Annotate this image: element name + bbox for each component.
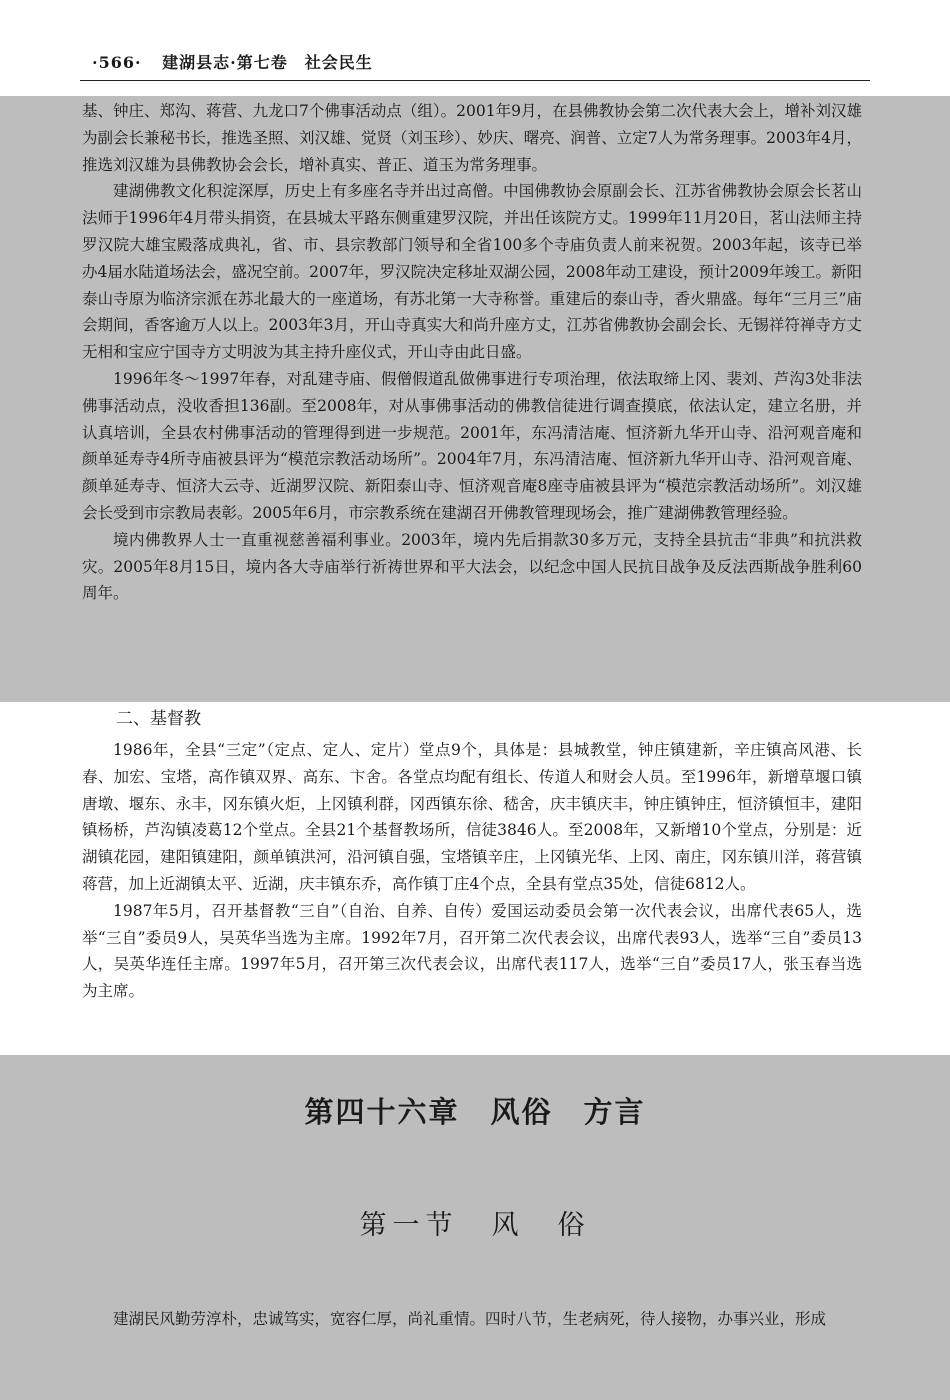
paragraph: 基、钟庄、郑沟、蒋营、九龙口7个佛事活动点（组）。2001年9月，在县佛教协会第二次代表大会上，增补刘汉雄为副会长兼秘书长，推选圣照、刘汉雄、觉贤（刘玉珍）、妙庆、曙亮、润普、立定7人为常务理事。2003年4月，推选刘汉雄为县佛教协会会长，增补真实、普正、道玉为常务理事。 (82, 102, 862, 174)
paragraph-start: 建湖民风勤劳淳朴，忠诚笃实，宽容仁厚，尚礼重情。四时八节，生老病死，待人接物，办事兴业，形成 (113, 1310, 827, 1328)
section-title: 第一节 风 俗 (359, 1210, 591, 1241)
paragraph: 1996年冬～1997年春，对乱建寺庙、假僧假道乱做佛事进行专项治理，依法取缔上冈、裴刘、芦沟3处非法佛事活动点，没收香担136副。至2008年，对从事佛事活动的佛教信徒进行调查摸底，依法认定，建立名册，并认真培训，全县农村佛事活动的管理得到进一步规范。2001年，东冯清洁庵、恒济新九华开山寺、沿河观音庵和颜单延寿寺4所寺庙被县评为“模范宗教活动场所”。2004年7月，东冯清洁庵、恒济新九华开山寺、沿河观音庵、颜单延寿寺、恒济大云寺、近湖罗汉院、新阳泰山寺、恒济观音庵8座寺庙被县评为“模范宗教活动场所”。刘汉雄会长受到市宗教局表彰。2005年6月，市宗教系统在建湖召开佛教管理现场会，推广建湖佛教管理经验。 (82, 369, 862, 522)
section-heading-christianity: 二、基督教 (116, 709, 201, 729)
page-number: ·566· (92, 53, 142, 72)
chapter-title: 第四十六章 风俗 方言 (304, 1095, 646, 1129)
header-rule (80, 80, 870, 81)
running-header (92, 50, 872, 80)
running-title: 建湖县志·第七卷 社会民生 (162, 53, 373, 72)
paragraph: 境内佛教界人士一直重视慈善福利事业。2003年，境内先后捐款30多万元，支持全县抗击“非典”和抗洪救灾。2005年8月15日，境内各大寺庙举行祈祷世界和平大法会，以纪念中国人民抗日战争及反法西斯战争胜利60周年。 (82, 530, 862, 603)
buddhism-text (82, 98, 862, 607)
paragraph: 建湖佛教文化积淀深厚，历史上有多座名寺并出过高僧。中国佛教协会原副会长、江苏省佛教协会原会长茗山法师于1996年4月带头捐资，在县城太平路东侧重建罗汉院，并出任该院方丈。1999年11月20日，茗山法师主持罗汉院大雄宝殿落成典礼，省、市、县宗教部门领导和全省100多个寺庙负责人前来祝贺。2003年起，该寺已举办4届水陆道场法会，盛况空前。2007年，罗汉院决定移址双湖公园，2008年动工建设，预计2009年竣工。新阳泰山寺原为临济宗派在苏北最大的一座道场，有苏北第一大寺称誉。重建后的泰山寺，香火鼎盛。每年“三月三”庙会期间，香客逾万人以上。2003年3月，开山寺真实大和尚升座方丈，江苏省佛教协会副会长、无锡祥符禅寺方丈无相和宝应宁国寺方丈明波为其主持升座仪式，开山寺由此日盛。 (82, 182, 862, 362)
christianity-text (82, 737, 862, 1005)
paragraph: 1986年，全县“三定”（定点、定人、定片）堂点9个，具体是：县城教堂，钟庄镇建新，辛庄镇高风港、长春、加宏、宝塔，高作镇双界、高东、卞舍。各堂点均配有组长、传道人和财会人员。至1996年，新增草堰口镇唐墩、堰东、永丰，冈东镇火炬，上冈镇利群，冈西镇东徐、嵇舍，庆丰镇庆丰，钟庄镇钟庄，恒济镇恒丰，建阳镇杨桥，芦沟镇凌葛12个堂点。全县21个基督教场所，信徒3846人。至2008年，又新增10个堂点，分别是：近湖镇花园，建阳镇建阳，颜单镇洪河，沿河镇自强，宝塔镇辛庄，上冈镇光华、上冈、南庄，冈东镇川洋，蒋营镇蒋营，加上近湖镇太平、近湖，庆丰镇东乔，高作镇丁庄4个点，全县有堂点35处，信徒6812人。 (82, 741, 862, 893)
paragraph: 1987年5月，召开基督教“三自”（自治、自养、自传）爱国运动委员会第一次代表会议，出席代表65人，选举“三自”委员9人，吴英华当选为主席。1992年7月，召开第二次代表会议，出席代表93人，选举“三自”委员13人，吴英华连任主席。1997年5月，召开第三次代表会议，出席代表117人，选举“三自”委员17人，张玉春当选为主席。 (82, 901, 862, 1001)
